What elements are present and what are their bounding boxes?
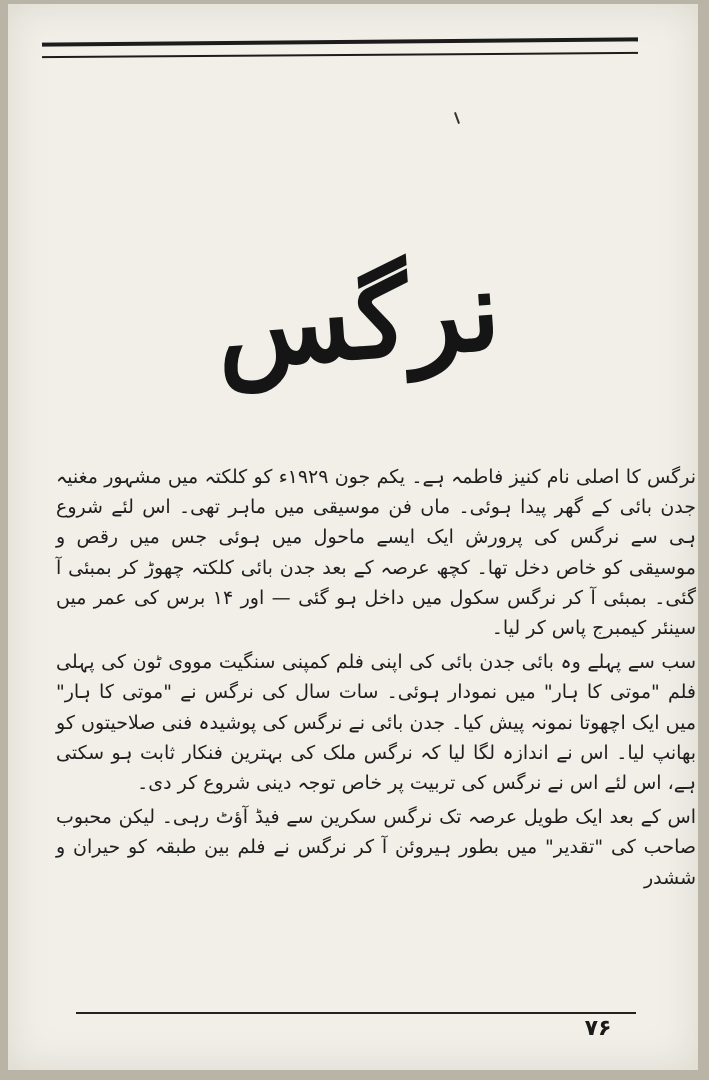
paragraph-2: سب سے پہلے وہ بائی جدن بائی کی اپنی فلم کمپنی سنگیت مووی ٹون کی پہلی فلم "موتی کا ہار" میں نمودار ہوئی۔ سات سال کی نرگس نے "موتی کا ہار" میں ایک اچھوتا نمونہ پیش کیا۔ جدن بائی نے نرگس کی پوشیدہ فنی صلاحیتوں کو بھانپ لیا۔ اس نے اندازہ لگا لیا کہ نرگس ملک کی بہترین فنکار ثابت ہو سکتی ہے، اس لئے اس نے نرگس کی تربیت پر خاص توجہ دینی شروع کر دی۔ [56,651,696,795]
paragraph-3: اس کے بعد ایک طویل عرصہ تک نرگس سکرین سے فیڈ آؤٹ رہی۔ لیکن محبوب صاحب کی "تقدیر" میں بطور ہیروئن آ کر نرگس نے فلم بین طبقہ کو حیران و ششدر [56,806,696,889]
top-rule-thin [42,52,638,58]
book-page [8,4,698,1070]
page-number: ۷۶ [584,1016,612,1041]
body-text [56,462,696,893]
bottom-rule [76,1012,636,1014]
chapter-title: نرگس [211,245,505,394]
paragraph-1: نرگس کا اصلی نام کنیز فاطمہ ہے۔ یکم جون ۱۹۲۹ء کو کلکتہ میں مشہور مغنیہ جدن بائی کے گھر پیدا ہوئی۔ ماں فن موسیقی میں ماہر تھی۔ اس لئے شروع ہی سے نرگس کی پرورش ایک ایسے ماحول میں ہوئی جس میں رقص و موسیقی کو خاص دخل تھا۔ کچھ عرصہ کے بعد جدن بائی کلکتہ چھوڑ کر بمبئی آ گئی۔ بمبئی آ کر نرگس سکول میں داخل ہو گئی — اور ۱۴ برس کی عمر میں سینئر کیمبرج پاس کر لیا۔ [56,466,696,640]
top-rule-thick [42,37,638,46]
ink-mark [454,112,460,124]
